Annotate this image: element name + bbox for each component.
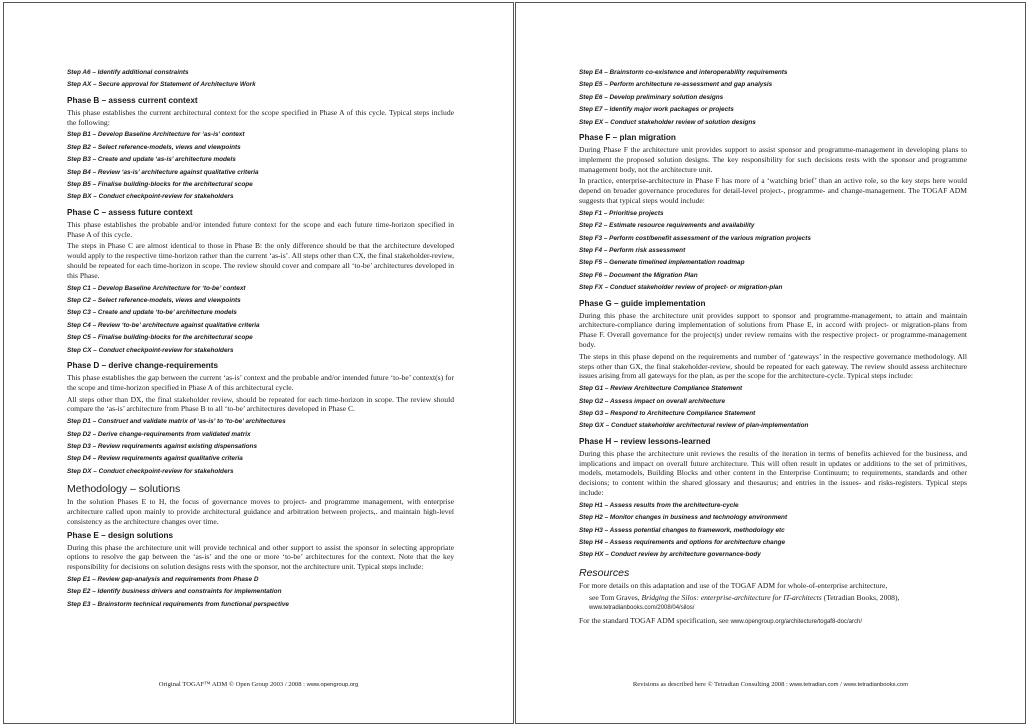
step-h3: Step H3 – Assess potential changes to framework, methodology etc xyxy=(579,526,785,534)
step-b3: Step B3 – Create and update ‘as-is’ architecture models xyxy=(67,156,236,164)
step-h4: Step H4 – Assess requirements and options for architecture change xyxy=(579,539,786,547)
step-b2: Step B2 – Select reference-models, views and viewpoints xyxy=(67,143,241,151)
phase-f-para-2: In practice, enterprise-architecture in Phase F has more of a ‘watching brief’ than an active role, so the key steps here would depend on broader governance procedures for detail-level project-, programme- and change-management. The TOGAF ADM suggests that typical steps would include: xyxy=(579,176,967,206)
step-bx: Step BX – Conduct checkpoint-review for stakeholders xyxy=(67,193,234,201)
resources-heading: Resources xyxy=(579,566,630,579)
step-f5: Step F5 – Generate timelined implementation roadmap xyxy=(579,259,745,267)
right-column xyxy=(579,67,967,630)
togaf-spec-link[interactable]: www.opengroup.org/architecture/togaf8-doc/arch/ xyxy=(730,619,862,626)
step-c1: Step C1 – Develop Baseline Architecture for ‘to-be’ context xyxy=(67,284,246,292)
phase-c-heading: Phase C – assess future context xyxy=(67,207,193,217)
right-footer-sep: / xyxy=(838,681,844,688)
right-page xyxy=(515,2,1026,724)
step-cx: Step CX – Conduct checkpoint-review for stakeholders xyxy=(67,346,234,354)
phase-c-para-1: This phase establishes the probable and/or intended future context for the scope and each future time-horizon specified in Phase A of this cycle. xyxy=(67,219,454,239)
phase-g-para-1: During this phase the architecture unit provides support to sponsor and programme-management, to attain and maintain architecture-compliance during implementation of solutions from Phase E, in accord with project- or migration-plans from Phase F. Overall governance for the project(s) under review remains with the respective project- or programme-management body. xyxy=(579,310,967,350)
phase-h-heading: Phase H – review lessons-learned xyxy=(579,436,711,446)
step-b5: Step B5 – Finalise building-blocks for the architectural scope xyxy=(67,181,253,189)
methodology-para: In the solution Phases E to H, the focus of governance moves to project- and programme management, with enterprise architecture called upon mainly to provide architectural guidance and arbitration between projects,. and maintain high-level consistency as the architecture changes over time. xyxy=(67,497,454,526)
step-a6: Step A6 – Identify additional constraints xyxy=(67,69,189,76)
methodology-heading: Methodology – solutions xyxy=(67,483,181,496)
step-ax: Step AX – Secure approval for Statement of Architecture Work xyxy=(67,81,256,89)
right-footer-text: Revisions as described here © Tetradian Consulting 2008 : xyxy=(632,681,790,688)
step-e3: Step E3 – Brainstorm technical requirements from functional perspective xyxy=(67,600,289,608)
phase-g-para-2: The steps in this phase depend on the requirements and number of ‘gateways’ in the respective governance methodology. All steps other than GX, the final stakeholder-review, should be repeated for each gateway. The review should assess architecture issues arising from all gateways for the plan, as per the scope for the architecture-cycle. Typical steps include: xyxy=(579,351,967,381)
tetradian-books-link[interactable]: www.tetradianbooks.com/2008/04/silos/ xyxy=(589,605,695,612)
right-footer xyxy=(516,681,1025,688)
phase-f-para-1: During Phase F the architecture unit provides support to assist sponsor and programme-management in developing plans to implement the proposed solution designs. The key responsibility for such decisions rests with the sponsor and programme management body, not the architecture unit. xyxy=(579,145,967,174)
resources-intro xyxy=(579,581,967,591)
step-g2: Step G2 – Assess impact on overall architecture xyxy=(579,397,726,405)
phase-d-heading: Phase D – derive change-requirements xyxy=(67,361,219,371)
left-footer-text: Original TOGAF™ ADM © Open Group 2003 / 2008 : xyxy=(158,681,307,688)
step-c5: Step C5 – Finalise building-blocks for the architectural scope xyxy=(67,334,253,342)
phase-b-para: This phase establishes the current architectural context for the scope specified in Phase A of this cycle. Typical steps include the following: xyxy=(67,107,454,127)
step-c4: Step C4 – Review ‘to-be’ architecture against qualitative criteria xyxy=(67,321,260,329)
phase-e-heading: Phase E – design solutions xyxy=(67,530,174,540)
step-f3: Step F3 – Perform cost/benefit assessment of the various migration projects xyxy=(579,234,811,242)
phase-c-para-2: The steps in Phase C are almost identical to those in Phase B: the only difference should be that the architecture developed would apply to the respective time-horizon rather than the current ‘as-is’. All steps other than CX, the final stakeholder-review, should be repeated for each time-horizon in scope. The review should cover and compare all ‘to-be’ architectures developed in this Phase. xyxy=(67,241,454,280)
step-g1: Step G1 – Review Architecture Compliance Statement xyxy=(579,385,743,393)
phase-h-para: During this phase the architecture unit reviews the results of the iteration in terms of benefits achieved for the business, and implications and impact on overall future architecture. This will often result in updates or additions to the set of primitives, models, metamodels, Building Blocks and other content in the Enterprise Continuum; to requirements, standards and other decisions; to content within the shared glossary and thesaurus; and entries in the issues- and risks-registers. Typical steps include: xyxy=(579,448,967,498)
resources-std-prefix: For the standard TOGAF ADM specification, see xyxy=(579,616,731,626)
step-e1: Step E1 – Review gap-analysis and requirements from Phase D xyxy=(67,576,259,584)
step-d1: Step D1 – Construct and validate matrix of ‘as-is’ to ‘to-be’ architectures xyxy=(67,418,286,426)
step-h1: Step H1 – Assess results from the architecture-cycle xyxy=(579,501,739,509)
step-d2: Step D2 – Derive change-requirements from validated matrix xyxy=(67,430,251,438)
step-b1: Step B1 – Develop Baseline Architecture for ‘as-is’ context xyxy=(67,131,245,139)
resources-standard xyxy=(579,616,967,628)
phase-f-heading: Phase F – plan migration xyxy=(579,133,676,143)
phase-g-heading: Phase G – guide implementation xyxy=(579,298,706,308)
step-d3: Step D3 – Review requirements against existing dispensations xyxy=(67,443,258,451)
step-f2: Step F2 – Estimate resource requirements and availability xyxy=(579,222,755,230)
step-g3: Step G3 – Respond to Architecture Compliance Statement xyxy=(579,410,756,418)
step-e5: Step E5 – Perform architecture re-assessment and gap analysis xyxy=(579,81,773,89)
step-fx: Step FX – Conduct stakeholder review of project- or migration-plan xyxy=(579,284,783,292)
phase-e-para: During this phase the architecture unit will provide technical and other support to assist the sponsor in selecting appropriate options to resolve the gap between the ‘as-is’ and the one or more ‘to-be’ architectures for the context. Note that the key responsibility for decisions on solution designs rests with the sponsor, not the architecture unit. Typical steps include: xyxy=(67,542,454,572)
step-d4: Step D4 – Review requirements against qualitative criteria xyxy=(67,455,243,463)
step-hx: Step HX – Conduct review by architecture governance-body xyxy=(579,551,761,559)
left-column xyxy=(67,67,454,611)
opengroup-link[interactable]: www.opengroup.org xyxy=(306,682,359,688)
step-h2: Step H2 – Monitor changes in business and technology environment xyxy=(579,514,788,522)
step-e4: Step E4 – Brainstorm co-existence and interoperability requirements xyxy=(579,69,788,76)
tetradianbooks-link[interactable]: www.tetradianbooks.com xyxy=(843,682,909,688)
left-footer xyxy=(4,681,513,688)
step-e7: Step E7 – Identify major work packages or projects xyxy=(579,106,734,114)
step-e6: Step E6 – Develop preliminary solution designs xyxy=(579,93,724,101)
step-ex: Step EX – Conduct stakeholder review of solution designs xyxy=(579,118,756,126)
phase-b-heading: Phase B – assess current context xyxy=(67,95,198,105)
left-page xyxy=(3,2,514,724)
step-f1: Step F1 – Prioritise projects xyxy=(579,209,664,217)
phase-d-para-2: All steps other than DX, the final stakeholder review, should be repeated for each time-horizon in scope. The review should compare the ‘as-is’ architecture from Phase B to all ‘to-be’ architectures developed in Phase C. xyxy=(67,394,454,414)
step-f4: Step F4 – Perform risk assessment xyxy=(579,247,686,255)
step-e2: Step E2 – Identify business drivers and constraints for implementation xyxy=(67,588,282,596)
step-dx: Step DX – Conduct checkpoint-review for stakeholders xyxy=(67,467,234,475)
resources-book xyxy=(579,593,967,615)
phase-d-para-1: This phase establishes the gap between the current ‘as-is’ context and the probable and/or intended future ‘to-be’ context(s) for the scope and time-horizon specified in Phase A of this architectural cycle. xyxy=(67,373,454,392)
step-c3: Step C3 – Create and update ‘to-be’ architecture models xyxy=(67,309,237,317)
step-gx: Step GX – Conduct stakeholder architectural review of plan-implementation xyxy=(579,422,809,430)
step-b4: Step B4 – Review ‘as-is’ architecture against qualitative criteria xyxy=(67,168,259,176)
resources-book-title: Bridging the Silos: enterprise-architecture for IT-architects xyxy=(641,592,822,602)
step-c2: Step C2 – Select reference-models, views and viewpoints xyxy=(67,297,241,305)
step-f6: Step F6 – Document the Migration Plan xyxy=(579,271,698,279)
resources-book-suffix: (Tetradian Books, 2008), xyxy=(821,592,900,602)
resources-intro-text: For more details on this adaptation and use of the TOGAF ADM for whole-of-enterprise architecture, xyxy=(579,580,888,590)
resources-see-prefix: see Tom Graves, xyxy=(589,592,642,602)
tetradian-link[interactable]: www.tetradian.com xyxy=(789,682,839,688)
